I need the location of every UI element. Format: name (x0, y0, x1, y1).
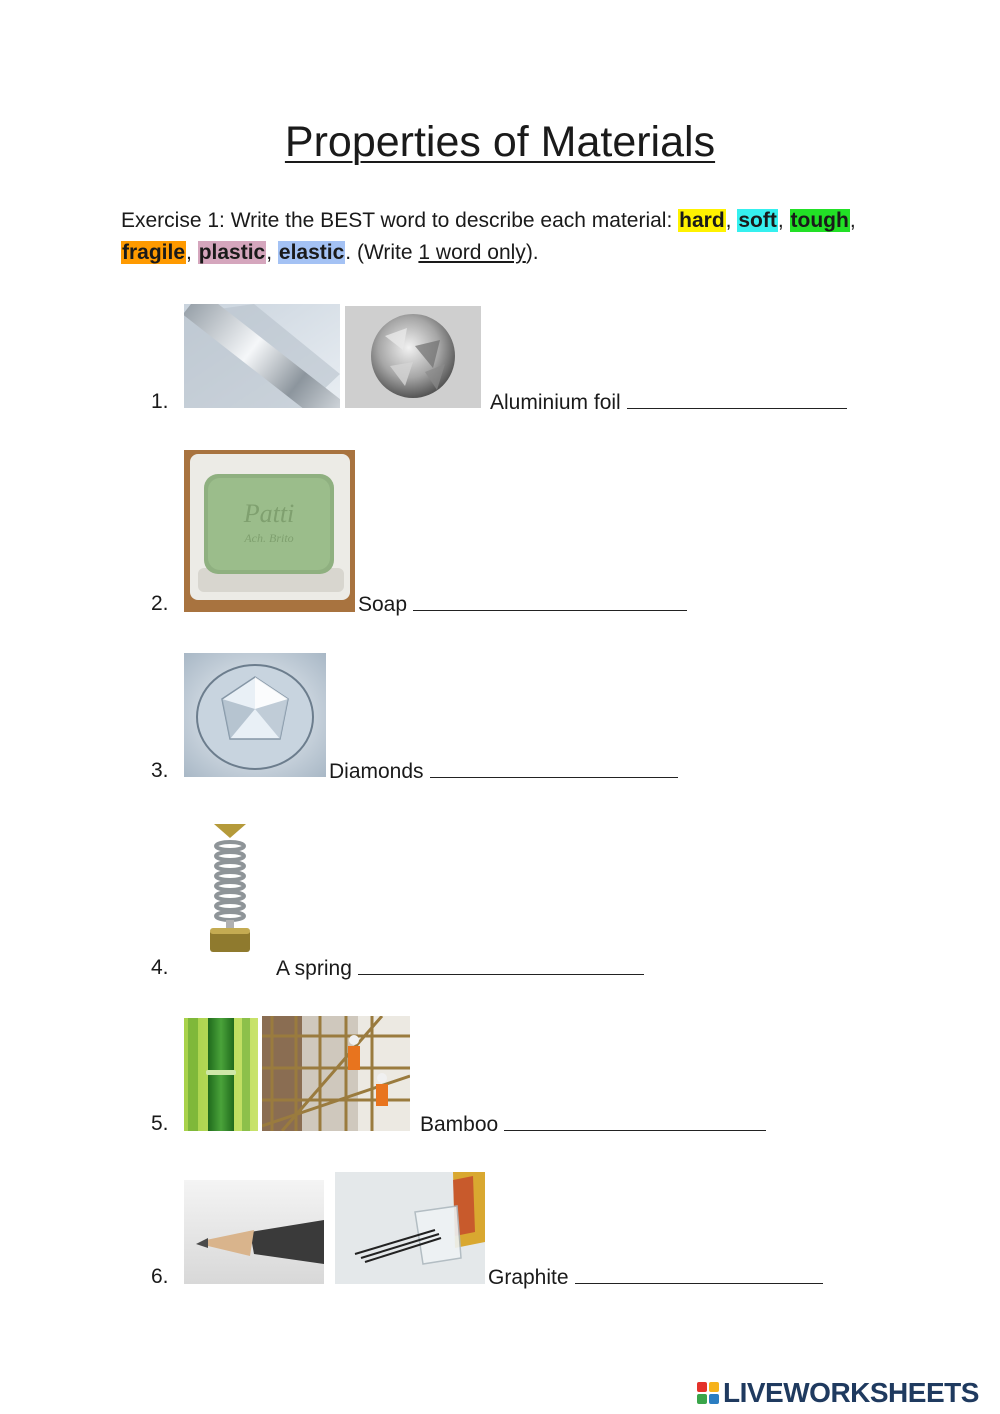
word-hard: hard (679, 209, 725, 232)
item-number: 4. (151, 956, 169, 979)
brand-name: LIVEWORKSHEETS (723, 1377, 979, 1408)
aluminium-foil-roll-image (184, 304, 340, 408)
diamond-image (184, 653, 326, 777)
item-number: 5. (151, 1112, 169, 1135)
item-number: 6. (151, 1265, 169, 1288)
item-label: Bamboo (420, 1112, 766, 1137)
svg-text:Ach. Brito: Ach. Brito (244, 531, 294, 545)
answer-line[interactable] (358, 956, 644, 975)
answer-line[interactable] (430, 759, 678, 778)
pencil-tip-image (184, 1180, 324, 1284)
svg-text:Patti: Patti (243, 499, 295, 528)
page-title: Properties of Materials (284, 118, 716, 166)
one-word-only: 1 word only (418, 241, 526, 264)
item-number: 1. (151, 390, 169, 413)
word-soft: soft (738, 209, 777, 232)
item-label: Graphite (488, 1265, 823, 1290)
crumpled-foil-ball-image (345, 306, 481, 408)
item-label: Soap (358, 592, 687, 617)
pencil-leads-image (335, 1172, 485, 1284)
logo-grid-icon (697, 1382, 719, 1404)
answer-line[interactable] (413, 592, 687, 611)
answer-line[interactable] (504, 1112, 766, 1131)
item-label: Aluminium foil (490, 390, 847, 415)
soap-bar-image (184, 450, 355, 612)
item-label: Diamonds (329, 759, 678, 784)
bamboo-stalk-image (184, 1018, 258, 1131)
item-label: A spring (276, 956, 644, 981)
liveworksheets-logo[interactable] (697, 1378, 979, 1408)
exercise-instructions: Exercise 1: Write the BEST word to describe each material: hard, soft, tough, fragile, plastic, elastic. (Write 1 word only). (121, 209, 856, 264)
instructions-prefix: Exercise 1: Write the BEST word to describe each material: (121, 209, 679, 232)
bamboo-scaffolding-image (262, 1016, 410, 1131)
item-number: 3. (151, 759, 169, 782)
word-tough: tough (790, 209, 849, 232)
item-number: 2. (151, 592, 169, 615)
word-fragile: fragile (122, 241, 186, 264)
answer-line[interactable] (575, 1265, 823, 1284)
spring-image (206, 822, 254, 956)
word-plastic: plastic (198, 241, 266, 264)
word-elastic: elastic (278, 241, 345, 264)
answer-line[interactable] (627, 390, 847, 409)
